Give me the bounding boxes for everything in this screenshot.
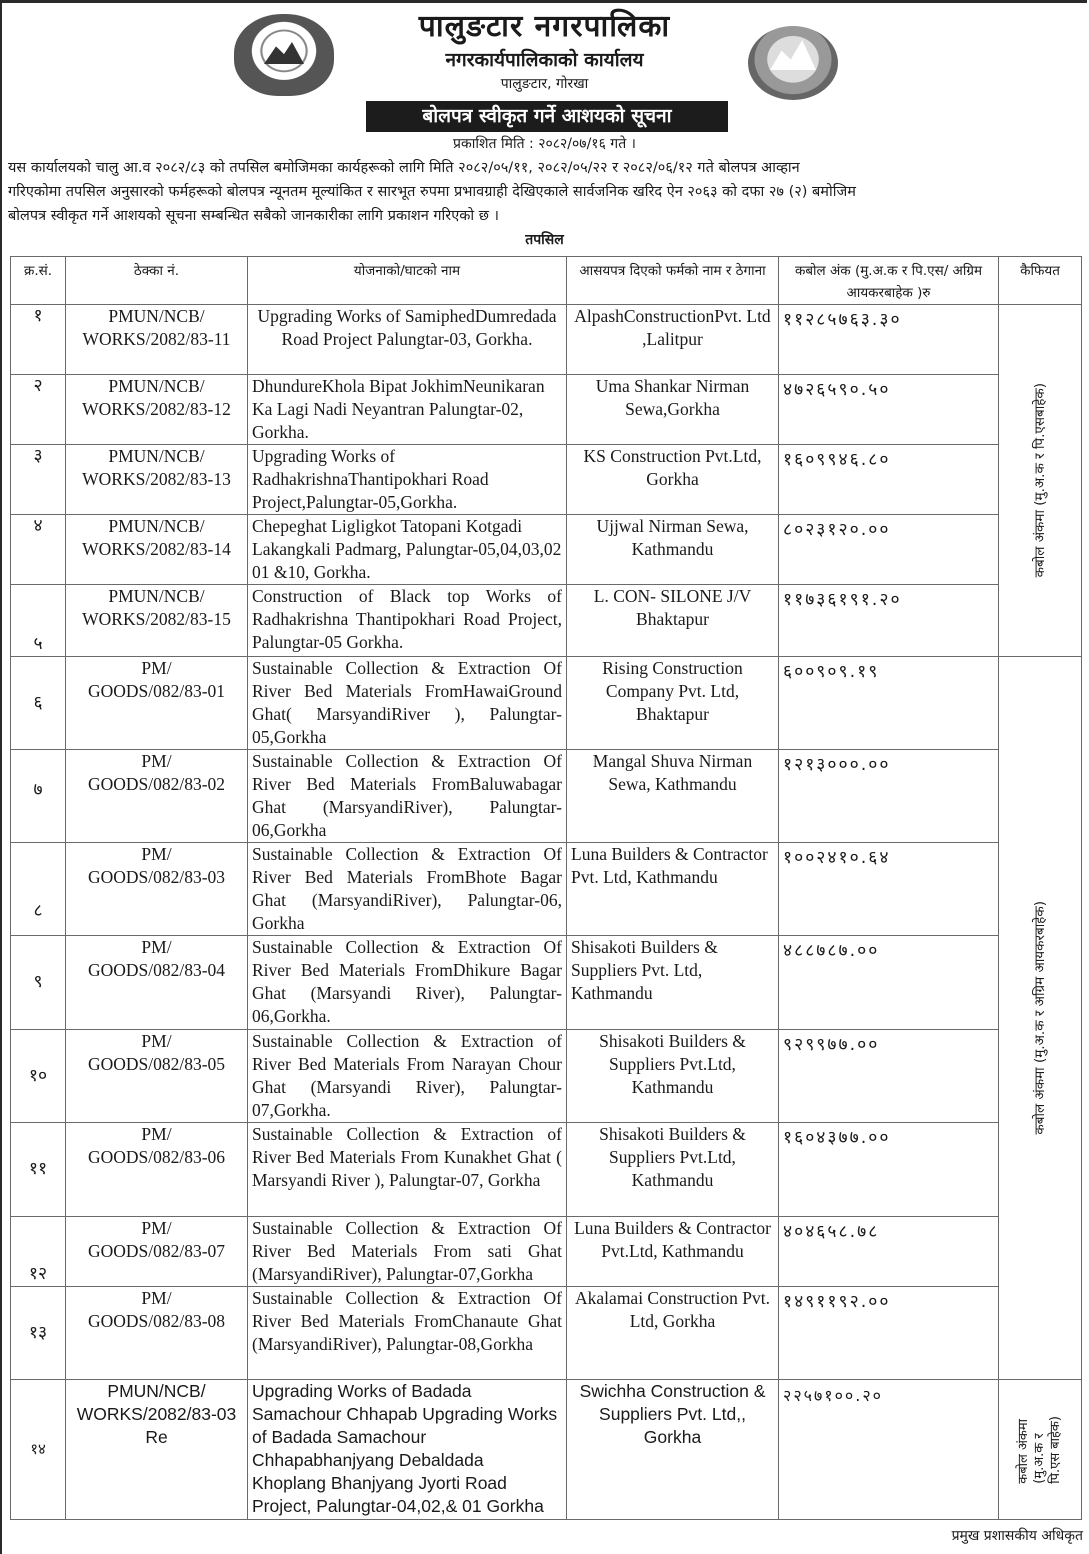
table-row <box>11 1123 1082 1217</box>
row-contract-no <box>66 375 248 445</box>
row-sn: ८ <box>11 843 66 936</box>
row-firm: Rising Construction Company Pvt. Ltd, Bhaktapur <box>567 657 779 750</box>
ref-line: GOODS/082/83-08 <box>87 1311 226 1331</box>
table-title: तपसिल <box>525 232 564 248</box>
row-project-name: Sustainable Collection & Extraction Of River Bed Materials FromBhote Bagar Ghat (MarsyandiRiver), Palungtar-06, Gorkha <box>248 843 567 936</box>
row-bid-amount: १६०९९४६.८० <box>779 445 999 515</box>
row-sn: १ <box>11 305 66 375</box>
row-bid-amount: ६००९०९.१९ <box>779 657 999 750</box>
row-contract-no <box>66 445 248 515</box>
row-firm: L. CON- SILONE J/V Bhaktapur <box>567 585 779 657</box>
remarks-line: कबोल अंकमा <box>1016 1418 1031 1484</box>
ref-line: PM/ <box>141 751 172 771</box>
ref-line: GOODS/082/83-07 <box>87 1241 226 1261</box>
ref-line: WORKS/2082/83-14 <box>82 539 231 559</box>
row-contract-no <box>66 1030 248 1123</box>
ref-line: PM/ <box>141 1288 172 1308</box>
ref-line: PMUN/NCB/ <box>108 306 205 326</box>
table-row <box>11 585 1082 657</box>
row-project-name: Sustainable Collection & Extraction of River Bed Materials From Narayan Chour Ghat (Marsyandi River), Palungtar-07,Gorkha. <box>248 1030 567 1123</box>
ref-line: PMUN/NCB/ <box>108 446 205 466</box>
municipality-title: पालुङटार नगरपालिका <box>418 9 671 44</box>
row-sn: १४ <box>11 1380 66 1520</box>
table-row <box>11 375 1082 445</box>
row-project-name: Upgrading Works of RadhakrishnaThantipokhari Road Project,Palungtar-05,Gorkha. <box>248 445 567 515</box>
header-contract-no: ठेक्का नं. <box>66 257 248 305</box>
office-subtitle: नगरकार्यपालिकाको कार्यालय <box>445 49 644 71</box>
table-row <box>11 515 1082 585</box>
row-project-name: Upgrading Works of Badada Samachour Chhapab Upgrading Works of Badada Samachour Chhapabhanjyang Debaldada Khoplang Bhanjyang Jyorti Road Project, Palungtar-04,02,& 01 Gorkha <box>248 1380 567 1520</box>
row-firm: Shisakoti Builders & Suppliers Pvt.Ltd, Kathmandu <box>567 1030 779 1123</box>
row-project-name: Upgrading Works of SamiphedDumredada Road Project Palungtar-03, Gorkha. <box>248 305 567 375</box>
row-contract-no <box>66 750 248 843</box>
remarks-group-2 <box>999 657 1082 1380</box>
row-contract-no <box>66 936 248 1030</box>
signature-title: प्रमुख प्रशासकीय अधिकृत <box>951 1528 1083 1544</box>
intro-paragraph <box>8 156 1080 228</box>
row-bid-amount: १६०४३७७.०० <box>779 1123 999 1217</box>
row-project-name: Sustainable Collection & Extraction Of River Bed Materials FromDhikure Bagar Ghat (Marsyandi River), Palungtar-06,Gorkha. <box>248 936 567 1030</box>
remarks-text: कबोल अंकमा (मु.अ.क र अग्रिम आयकरबाहेक) <box>1031 901 1048 1135</box>
header-remarks: कैफियत <box>999 257 1082 305</box>
row-bid-amount: ४८८७८७.०० <box>779 936 999 1030</box>
row-firm: Uma Shankar Nirman Sewa,Gorkha <box>567 375 779 445</box>
row-project-name: Sustainable Collection & Extraction of River Bed Materials From Kunakhet Ghat ( Marsyandi River ), Palungtar-07, Gorkha <box>248 1123 567 1217</box>
table-header-row <box>11 257 1082 305</box>
row-sn: ३ <box>11 445 66 515</box>
row-contract-no <box>66 305 248 375</box>
ref-line: WORKS/2082/83-11 <box>82 329 231 349</box>
row-sn: ५ <box>11 585 66 657</box>
row-bid-amount: ८०२३१२०.०० <box>779 515 999 585</box>
table-row <box>11 305 1082 375</box>
notice-banner: बोलपत्र स्वीकृत गर्ने आशयको सूचना <box>366 101 728 132</box>
ref-line: PM/ <box>141 1218 172 1238</box>
table-row <box>11 1380 1082 1520</box>
row-firm: Shisakoti Builders & Suppliers Pvt.Ltd, Kathmandu <box>567 1123 779 1217</box>
row-bid-amount: १२१३०००.०० <box>779 750 999 843</box>
table-row <box>11 1217 1082 1287</box>
row-sn: ९ <box>11 936 66 1030</box>
remarks-text: कबोल अंकमा (मु.अ.क र पि.एसबाहेक) <box>1031 383 1048 578</box>
table-row <box>11 1030 1082 1123</box>
ref-line: WORKS/2082/83-03 <box>76 1404 237 1424</box>
header-bid-amount: कबोल अंक (मु.अ.क र पि.एस/ अग्रिम आयकरबाहेक )रु <box>779 257 999 305</box>
row-sn: २ <box>11 375 66 445</box>
ref-line: GOODS/082/83-04 <box>87 960 226 980</box>
row-contract-no <box>66 1123 248 1217</box>
office-location: पालुङटार, गोरखा <box>500 76 589 92</box>
ref-line: PMUN/NCB/ <box>108 376 205 396</box>
ref-line: GOODS/082/83-01 <box>87 681 226 701</box>
row-project-name: Construction of Black top Works of Radhakrishna Thantipokhari Road Project, Palungtar-05 Gorkha. <box>248 585 567 657</box>
row-bid-amount: १४९११९२.०० <box>779 1287 999 1380</box>
remarks-line: (मु.अ.क र <box>1032 1432 1047 1484</box>
row-bid-amount: २२५७१००.२० <box>779 1380 999 1520</box>
row-contract-no <box>66 843 248 936</box>
row-bid-amount: ४७२६५९०.५० <box>779 375 999 445</box>
row-project-name: Sustainable Collection & Extraction Of River Bed Materials From sati Ghat (MarsyandiRiver), Palungtar-07,Gorkha <box>248 1217 567 1287</box>
row-sn: १० <box>11 1030 66 1123</box>
ref-line: PM/ <box>141 1124 172 1144</box>
ref-line: Re <box>145 1427 168 1447</box>
row-project-name: Sustainable Collection & Extraction Of River Bed Materials FromBaluwabagar Ghat (MarsyandiRiver), Palungtar-06,Gorkha <box>248 750 567 843</box>
row-project-name: Sustainable Collection & Extraction Of River Bed Materials FromChanaute Ghat (MarsyandiRiver), Palungtar-08,Gorkha <box>248 1287 567 1380</box>
row-contract-no <box>66 1380 248 1520</box>
row-bid-amount: ११७३६१९१.२० <box>779 585 999 657</box>
row-sn: ७ <box>11 750 66 843</box>
row-contract-no <box>66 1217 248 1287</box>
row-sn: १३ <box>11 1287 66 1380</box>
header-sn: क्र.सं. <box>11 257 66 305</box>
remarks-group-1 <box>999 305 1082 657</box>
intro-line: यस कार्यालयको चालु आ.व २०८२/८३ को तपसिल बमोजिमका कार्यहरूको लागि मिति २०८२/०५/११, २०८२/०५/२२ र २०८२/०६/१२ गते बोलपत्र आव्हान <box>8 160 800 176</box>
intro-line: गरिएकोमा तपसिल अनुसारको फर्महरूको बोलपत्र न्यूनतम मूल्यांकित र सारभूत रुपमा प्रभावग्राही देखिएकाले सार्वजनिक खरिद ऐन २०६३ को दफा २७ (२) बमोजिम <box>8 184 856 200</box>
row-firm: Akalamai Construction Pvt. Ltd, Gorkha <box>567 1287 779 1380</box>
row-contract-no <box>66 1287 248 1380</box>
ref-line: PMUN/NCB/ <box>108 586 205 606</box>
row-firm: Luna Builders & Contractor Pvt. Ltd, Kathmandu <box>567 843 779 936</box>
remarks-line: पि.एस बाहेक) <box>1048 1415 1063 1484</box>
ref-line: GOODS/082/83-05 <box>87 1054 226 1074</box>
row-firm: Ujjwal Nirman Sewa, Kathmandu <box>567 515 779 585</box>
remarks-text <box>1016 1416 1064 1484</box>
table-row <box>11 843 1082 936</box>
row-sn: ४ <box>11 515 66 585</box>
table-row <box>11 1287 1082 1380</box>
row-bid-amount: ११२८५७६३.३० <box>779 305 999 375</box>
ref-line: WORKS/2082/83-13 <box>82 469 231 489</box>
ref-line: PM/ <box>141 1031 172 1051</box>
ref-line: WORKS/2082/83-15 <box>82 609 231 629</box>
row-sn: ६ <box>11 657 66 750</box>
header-firm: आसयपत्र दिएको फर्मको नाम र ठेगाना <box>567 257 779 305</box>
ref-line: GOODS/082/83-06 <box>87 1147 226 1167</box>
row-firm: KS Construction Pvt.Ltd, Gorkha <box>567 445 779 515</box>
published-date: प्रकाशित मिति : २०८२/०७/१६ गते । <box>453 136 636 152</box>
row-firm: Swichha Construction & Suppliers Pvt. Ltd,, Gorkha <box>567 1380 779 1520</box>
row-sn: ११ <box>11 1123 66 1217</box>
row-contract-no <box>66 657 248 750</box>
ref-line: PMUN/NCB/ <box>107 1381 206 1401</box>
row-bid-amount: ४०४६५८.७८ <box>779 1217 999 1287</box>
ref-line: WORKS/2082/83-12 <box>82 399 231 419</box>
header-project-name: योजनाको/घाटको नाम <box>248 257 567 305</box>
row-sn: १२ <box>11 1217 66 1287</box>
ref-line: PM/ <box>141 844 172 864</box>
row-contract-no <box>66 515 248 585</box>
row-bid-amount: १००२४१०.६४ <box>779 843 999 936</box>
ref-line: PM/ <box>141 937 172 957</box>
ref-line: GOODS/082/83-02 <box>87 774 226 794</box>
row-firm: AlpashConstructionPvt. Ltd ,Lalitpur <box>567 305 779 375</box>
ref-line: PMUN/NCB/ <box>108 516 205 536</box>
row-project-name: Sustainable Collection & Extraction Of River Bed Materials FromHawaiGround Ghat( MarsyandiRiver ), Palungtar-05,Gorkha <box>248 657 567 750</box>
tender-table <box>10 256 1082 1520</box>
row-project-name: DhundureKhola Bipat JokhimNeunikaran Ka Lagi Nadi Neyantran Palungtar-02, Gorkha. <box>248 375 567 445</box>
remarks-group-3 <box>999 1380 1082 1520</box>
row-contract-no <box>66 585 248 657</box>
row-firm: Luna Builders & Contractor Pvt.Ltd, Kathmandu <box>567 1217 779 1287</box>
row-bid-amount: ९२९९७७.०० <box>779 1030 999 1123</box>
table-row <box>11 445 1082 515</box>
row-project-name: Chepeghat Ligligkot Tatopani Kotgadi Lakangkali Padmarg, Palungtar-05,04,03,02 01 &10, Gorkha. <box>248 515 567 585</box>
intro-line: बोलपत्र स्वीकृत गर्ने आशयको सूचना सम्बन्धित सबैको जानकारीका लागि प्रकाशन गरिएको छ । <box>8 208 500 224</box>
table-row <box>11 936 1082 1030</box>
row-firm: Mangal Shuva Nirman Sewa, Kathmandu <box>567 750 779 843</box>
table-row <box>11 657 1082 750</box>
ref-line: PM/ <box>141 658 172 678</box>
ref-line: GOODS/082/83-03 <box>87 867 226 887</box>
table-row <box>11 750 1082 843</box>
row-firm: Shisakoti Builders & Suppliers Pvt. Ltd, Kathmandu <box>567 936 779 1030</box>
